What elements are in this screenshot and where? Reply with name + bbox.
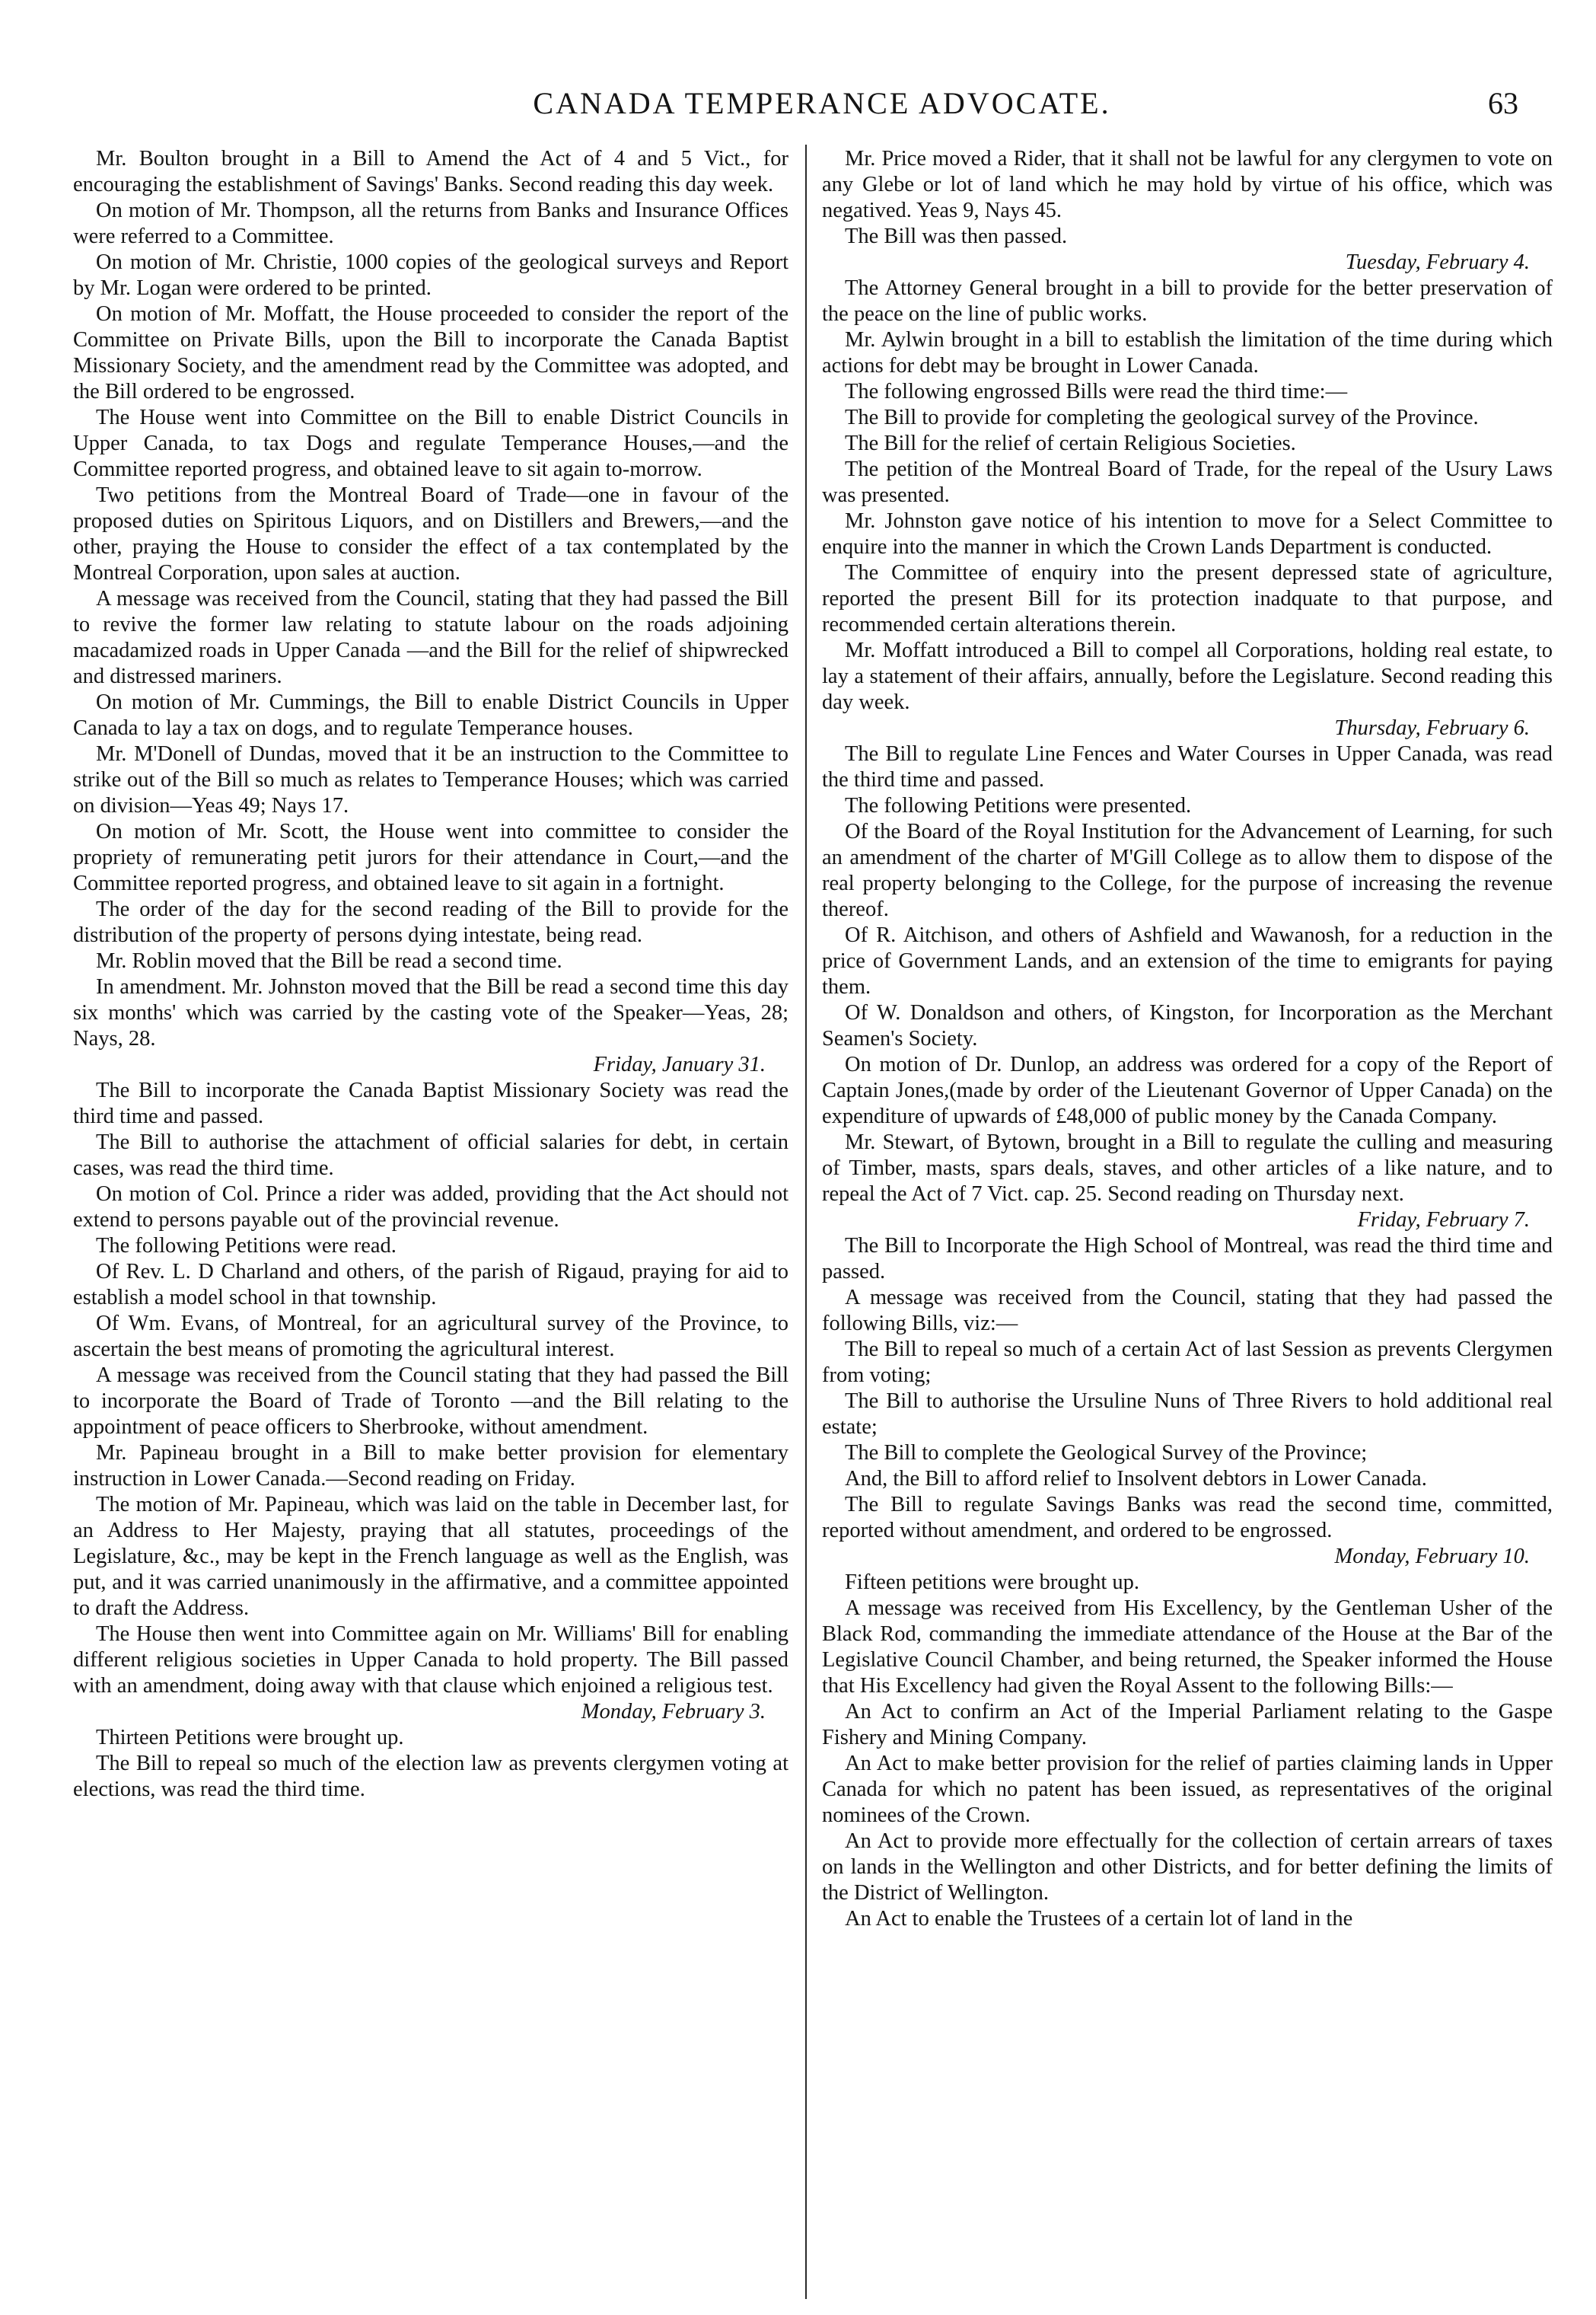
paragraph: And, the Bill to afford relief to Insolvent debtors in Lower Canada. xyxy=(845,1467,1427,1491)
paragraph: Mr. Moffatt introduced a Bill to compel all Corporations, holding real estate, to lay a statement of their affairs, annually, before the Legislature. Second reading this day week. xyxy=(822,639,1553,714)
paragraph: On motion of Dr. Dunlop, an address was ordered for a copy of the Report of Captain Jones,(made by order of the Lieutenant Governor of Upper Canada) on the expenditure of upwards of £48,000 of public money by the Canada Company. xyxy=(822,1053,1553,1128)
paragraph: Mr. Johnston gave notice of his intention to move for a Select Committee to enquire into the manner in which the Crown Lands Department is conducted. xyxy=(822,509,1553,559)
paragraph: On motion of Mr. Cummings, the Bill to enable District Councils in Upper Canada to lay a tax on dogs, and to regulate Temperance houses. xyxy=(73,690,788,740)
paragraph: A message was received from His Excellency, by the Gentleman Usher of the Black Rod, commanding the immediate attendance of the House at the Bar of the Legislative Council Chamber, and being returned, the Speaker informed the House that His Excellency had given the Royal Assent to the following Bills:— xyxy=(822,1596,1553,1698)
paragraph: The Bill to Incorporate the High School of Montreal, was read the third time and passed. xyxy=(822,1234,1553,1283)
page-number: 63 xyxy=(1488,86,1518,120)
paragraph: The Bill for the relief of certain Religious Societies. xyxy=(845,432,1296,455)
paragraph: Of the Board of the Royal Institution for the Advancement of Learning, for such an amendment of the charter of M'Gill College as to allow them to dispose of the real property belonging to the College, for the purpose of increasing the revenue thereof. xyxy=(822,820,1553,921)
paragraph: The House went into Committee on the Bill to enable District Councils in Upper Canada, to tax Dogs and regulate Temperance Houses,—and the Committee reported progress, and obtained leave to sit again to-morrow. xyxy=(73,406,788,481)
paragraph: Mr. Price moved a Rider, that it shall not be lawful for any clergymen to vote on any Glebe or lot of land which he may hold by virtue of his office, which was negatived. Yeas 9, Nays 45. xyxy=(822,147,1553,222)
paragraph: The Bill to repeal so much of the election law as prevents clergymen voting at elections, was read the third time. xyxy=(73,1752,788,1801)
session-date: Thursday, February 6. xyxy=(1334,716,1530,740)
paragraph: The Bill to regulate Savings Banks was read the second time, committed, reported without amendment, and ordered to be engrossed. xyxy=(822,1493,1553,1542)
paragraph: The motion of Mr. Papineau, which was laid on the table in December last, for an Address to Her Majesty, praying that all statutes, proceedings of the Legislature, &c., may be kept in the French language as well as the English, was put, and it was carried unanimously in the affirmative, and a committee appointed to draft the Address. xyxy=(73,1493,788,1620)
paragraph: The House then went into Committee again on Mr. Williams' Bill for enabling different religious societies in Upper Canada to hold property. The Bill passed with an amendment, doing away with that clause which enjoined a religious test. xyxy=(73,1622,788,1698)
paragraph: On motion of Mr. Christie, 1000 copies of the geological surveys and Report by Mr. Logan were ordered to be printed. xyxy=(73,250,788,300)
paragraph: The Bill to authorise the Ursuline Nuns of Three Rivers to hold additional real estate; xyxy=(822,1389,1553,1439)
paragraph: The Bill was then passed. xyxy=(845,225,1068,248)
paragraph: Mr. M'Donell of Dundas, moved that it be an instruction to the Committee to strike out of the Bill so much as relates to Temperance Houses; which was carried on division—Yeas 49; Nays 17. xyxy=(73,742,788,818)
paragraph: Of Wm. Evans, of Montreal, for an agricultural survey of the Province, to ascertain the best means of promoting the agricultural interest. xyxy=(73,1312,788,1361)
left-column xyxy=(73,146,788,1803)
paragraph: Thirteen Petitions were brought up. xyxy=(96,1726,404,1749)
paragraph: An Act to provide more effectually for the collection of certain arrears of taxes on lands in the Wellington and other Districts, and for better defining the limits of the District of Wellington. xyxy=(822,1829,1553,1905)
paragraph: The petition of the Montreal Board of Trade, for the repeal of the Usury Laws was presented. xyxy=(822,458,1553,507)
running-title: CANADA TEMPERANCE ADVOCATE. xyxy=(533,86,1111,120)
paragraph: A message was received from the Council stating that they had passed the Bill to incorporate the Board of Trade of Toronto —and the Bill relating to the appointment of peace officers to Sherbrooke, without amendment. xyxy=(73,1363,788,1439)
paragraph: On motion of Col. Prince a rider was added, providing that the Act should not extend to persons payable out of the provincial revenue. xyxy=(73,1182,788,1232)
paragraph: An Act to make better provision for the relief of parties claiming lands in Upper Canada for which no patent has been issued, as representatives of the original nominees of the Crown. xyxy=(822,1752,1553,1827)
session-date: Monday, February 10. xyxy=(1334,1545,1530,1568)
paragraph: The Bill to repeal so much of a certain Act of last Session as prevents Clergymen from voting; xyxy=(822,1338,1553,1387)
paragraph: Mr. Boulton brought in a Bill to Amend the Act of 4 and 5 Vict., for encouraging the establishment of Savings' Banks. Second reading this day week. xyxy=(73,147,788,196)
paragraph: The Committee of enquiry into the present depressed state of agriculture, reported the present Bill for its protection inadquate to that purpose, and recommended certain alterations therein. xyxy=(822,561,1553,636)
paragraph: Of W. Donaldson and others, of Kingston, for Incorporation as the Merchant Seamen's Society. xyxy=(822,1001,1553,1051)
paragraph: On motion of Mr. Moffatt, the House proceeded to consider the report of the Committee on Private Bills, upon the Bill to incorporate the Canada Baptist Missionary Society, and the amendment read by the Committee was adopted, and the Bill ordered to be engrossed. xyxy=(73,302,788,403)
paragraph: Mr. Stewart, of Bytown, brought in a Bill to regulate the culling and measuring of Timber, masts, spars deals, staves, and other articles of a like nature, and to repeal the Act of 7 Vict. cap. 25. Second reading on Thursday next. xyxy=(822,1130,1553,1206)
paragraph: Of R. Aitchison, and others of Ashfield and Wawanosh, for a reduction in the price of Government Lands, and an extension of the time to emigrants for paying them. xyxy=(822,923,1553,999)
paragraph: The Attorney General brought in a bill to provide for the better preservation of the peace on the line of public works. xyxy=(822,276,1553,326)
paragraph: On motion of Mr. Scott, the House went into committee to consider the propriety of remunerating petit jurors for their attendance in Court,—and the Committee reported progress, and obtained leave to sit again in a fortnight. xyxy=(73,820,788,895)
paragraph: The following Petitions were read. xyxy=(96,1234,397,1258)
paragraph: The Bill to incorporate the Canada Baptist Missionary Society was read the third time and passed. xyxy=(73,1079,788,1128)
session-date: Friday, February 7. xyxy=(1357,1208,1530,1232)
paragraph: The Bill to complete the Geological Survey of the Province; xyxy=(845,1441,1368,1465)
right-column xyxy=(822,146,1553,1932)
paragraph: Mr. Aylwin brought in a bill to establish the limitation of the time during which actions for debt may be brought in Lower Canada. xyxy=(822,328,1553,378)
paragraph: A message was received from the Council, stating that they had passed the following Bills, viz:— xyxy=(822,1286,1553,1335)
paragraph: Mr. Papineau brought in a Bill to make better provision for elementary instruction in Lower Canada.—Second reading on Friday. xyxy=(73,1441,788,1491)
paragraph: The Bill to provide for completing the geological survey of the Province. xyxy=(845,406,1479,429)
page-header xyxy=(114,85,1518,131)
session-date: Friday, January 31. xyxy=(593,1053,766,1076)
paragraph: Of Rev. L. D Charland and others, of the parish of Rigaud, praying for aid to establish a model school in that township. xyxy=(73,1260,788,1309)
paragraph: The Bill to regulate Line Fences and Water Courses in Upper Canada, was read the third time and passed. xyxy=(822,742,1553,792)
paragraph: Mr. Roblin moved that the Bill be read a second time. xyxy=(96,949,562,973)
paragraph: An Act to confirm an Act of the Imperial Parliament relating to the Gaspe Fishery and Mining Company. xyxy=(822,1700,1553,1749)
session-date: Tuesday, February 4. xyxy=(1345,250,1530,274)
column-divider xyxy=(805,145,807,2299)
paragraph: In amendment. Mr. Johnston moved that the Bill be read a second time this day six months' which was carried by the casting vote of the Speaker—Yeas, 28; Nays, 28. xyxy=(73,975,788,1051)
paragraph: On motion of Mr. Thompson, all the returns from Banks and Insurance Offices were referred to a Committee. xyxy=(73,199,788,248)
paragraph: The following engrossed Bills were read the third time:— xyxy=(845,380,1348,403)
paragraph: Two petitions from the Montreal Board of Trade—one in favour of the proposed duties on Spiritous Liquors, and on Distillers and Brewers,—and the other, praying the House to consider the effect of a tax contemplated by the Montreal Corporation, upon sales at auction. xyxy=(73,483,788,585)
paragraph: Fifteen petitions were brought up. xyxy=(845,1570,1140,1594)
session-date: Monday, February 3. xyxy=(581,1700,766,1723)
paragraph: An Act to enable the Trustees of a certain lot of land in the xyxy=(845,1907,1353,1931)
paragraph: A message was received from the Council, stating that they had passed the Bill to revive the former law relating to statute labour on the roads adjoining macadamized roads in Upper Canada —and the Bill for the relief of shipwrecked and distressed mariners. xyxy=(73,587,788,688)
paragraph: The order of the day for the second reading of the Bill to provide for the distribution of the property of persons dying intestate, being read. xyxy=(73,898,788,947)
paragraph: The Bill to authorise the attachment of official salaries for debt, in certain cases, was read the third time. xyxy=(73,1130,788,1180)
paragraph: The following Petitions were presented. xyxy=(845,794,1192,818)
